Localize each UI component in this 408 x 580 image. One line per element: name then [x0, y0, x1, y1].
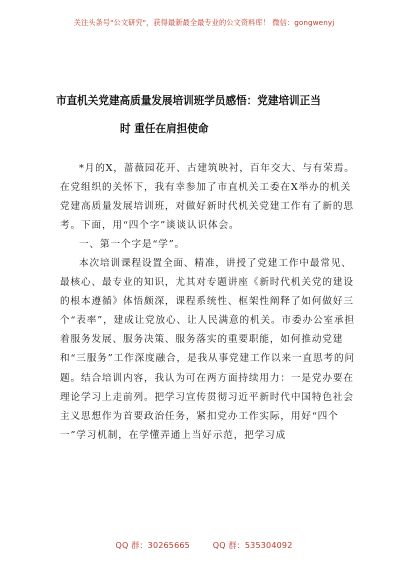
header-note: 关注头条号"公文研究"，获得最新最全最专业的公文资料库！ 微信：gongwenyj: [73, 18, 335, 27]
paragraph-1: *月的X，蔷薇园花开、古建筑映衬，百年交大、与有荣焉。在党组织的关怀下，我有幸参加了市直机关工委在X举办的机关党建高质量发展培训班，对做好新时代机关党建工作有了新的思考。下面，用“四个字”谈谈认识体会。: [60, 163, 355, 232]
document-title-line-2: 时 重任在肩担使命: [120, 123, 209, 135]
footer: [0, 540, 408, 551]
paragraph-2: 一、第一个字是“学”。: [79, 239, 186, 251]
document-body: [60, 159, 356, 445]
footer-qq-group-1: QQ 群：30265665: [115, 541, 190, 550]
paragraph-3: 本次培训课程设置全面、精准，讲授了党建工作中最常见、最核心、最专业的知识，尤其对专题讲座《新时代机关党的建设的根本遵循》体悟颇深，课程系统性、框架性阐释了如何做好三个“表率”，建成让党放心、让人民满意的机关。市委办公室承担着服务发展、服务决策、服务落实的重要职能，如何推动党建和“三服务”工作深度融合，是我从事党建工作以来一直思考的问题。结合培训内容，我认为可在两方面持续用力：一是党办要在理论学习上走前列。把学习宣传贯彻习近平新时代中国特色社会主义思想作为首要政治任务，紧扣党办工作实际，用好“四个一”学习机制，在学懂弄通上当好示范，把学习成: [60, 258, 355, 441]
footer-qq-group-2: QQ 群：535304092: [212, 541, 293, 550]
document-title-line-1: 市直机关党建高质量发展培训班学员感悟：党建培训正当: [56, 95, 321, 107]
